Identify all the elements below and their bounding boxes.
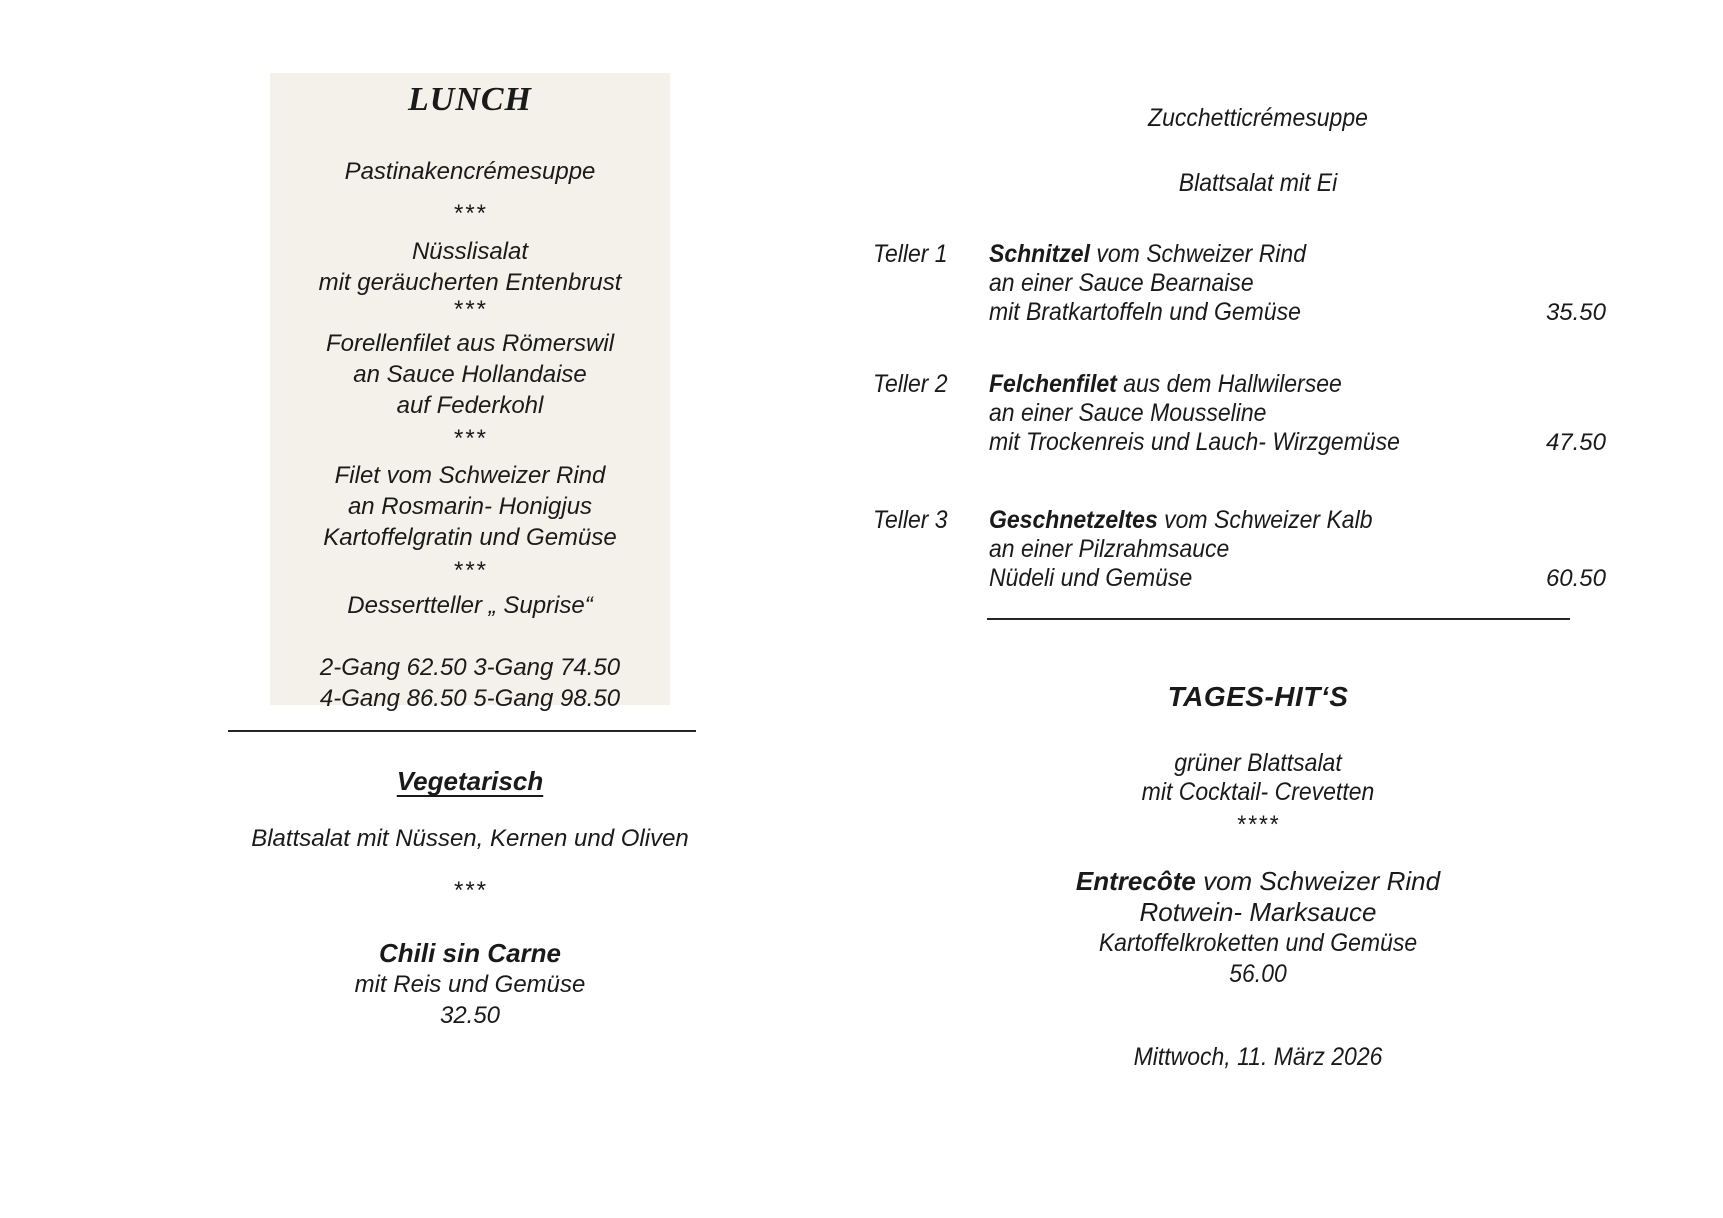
tages-hits-dish (975, 866, 1541, 990)
course-separator: *** (452, 425, 488, 452)
menu-line: an Sauce Hollandaise (353, 361, 587, 388)
teller-label: Teller 1 (873, 240, 948, 268)
course-separator: *** (452, 557, 488, 584)
teller-label: Teller 2 (873, 370, 948, 398)
salad-of-day: Blattsalat mit Ei (1178, 169, 1338, 197)
teller-row-1 (873, 240, 1606, 327)
pricing-line: 4-Gang 86.50 5-Gang 98.50 (319, 685, 621, 712)
teller-line3: mit Bratkartoffeln und Gemüse (989, 298, 1301, 326)
course-separator: **** (1236, 811, 1280, 839)
dish-sides: Kartoffelkroketten und Gemüse (1098, 929, 1418, 957)
dish-sauce: Rotwein- Marksauce (1139, 897, 1377, 927)
teller-dish-name: Felchenfilet (989, 370, 1117, 398)
menu-line: auf Federkohl (396, 392, 544, 419)
teller-line3: mit Trockenreis und Lauch- Wirzgemüse (989, 428, 1400, 456)
teller-dish-desc: aus dem Hallwilersee (1123, 370, 1342, 398)
course-separator: *** (452, 296, 488, 323)
tages-hits-starter (998, 749, 1519, 807)
teller-line2: an einer Sauce Mousseline (989, 399, 1267, 427)
tages-hits-heading: TAGES-HIT‘S (1167, 681, 1349, 712)
course-separator: *** (452, 877, 488, 904)
pricing-line: 2-Gang 62.50 3-Gang 74.50 (319, 654, 621, 681)
menu-line-soup: Pastinakencrémesuppe (344, 158, 596, 185)
dish-price: 56.00 (1229, 960, 1287, 988)
menu-line: an Rosmarin- Honigjus (347, 493, 593, 520)
menu-line: Forellenfilet aus Römerswil (325, 330, 615, 357)
teller-line2: an einer Sauce Bearnaise (989, 269, 1254, 297)
teller-price: 35.50 (1545, 299, 1606, 326)
right-divider (987, 618, 1570, 620)
lunch-card (270, 73, 670, 712)
lunch-title: LUNCH (408, 81, 532, 118)
teller-description (989, 240, 1606, 327)
vegetarian-dish-name: Chili sin Carne (378, 938, 562, 968)
left-divider (228, 730, 696, 732)
teller-line2: an einer Pilzrahmsauce (989, 535, 1230, 563)
teller-row-2 (873, 370, 1606, 457)
starter-line: grüner Blattsalat (1174, 749, 1342, 777)
menu-line: Filet vom Schweizer Rind (334, 462, 606, 489)
vegetarian-dish-side: mit Reis und Gemüse (354, 971, 586, 998)
menu-date: Mittwoch, 11. März 2026 (1133, 1043, 1383, 1071)
teller-label: Teller 3 (873, 506, 948, 534)
course-separator: *** (452, 200, 488, 227)
starter-line: mit Cocktail- Crevetten (1141, 778, 1375, 806)
menu-line: Kartoffelgratin und Gemüse (323, 524, 617, 551)
vegetarian-heading (236, 764, 704, 798)
teller-line3: Nüdeli und Gemüse (989, 564, 1193, 592)
vegetarian-starter: Blattsalat mit Nüssen, Kernen und Oliven (251, 825, 689, 852)
teller-price: 47.50 (1545, 429, 1606, 456)
menu-line: mit geräucherten Entenbrust (318, 269, 622, 296)
menu-line-dessert: Dessertteller „ Suprise“ (347, 592, 593, 619)
teller-dish-desc: vom Schweizer Kalb (1164, 506, 1373, 534)
dish-name: Entrecôte (1075, 866, 1196, 896)
menu-line: Nüsslisalat (411, 238, 529, 265)
teller-dish-name: Geschnetzeltes (989, 506, 1158, 534)
teller-dish-name: Schnitzel (989, 240, 1090, 268)
teller-dish-desc: vom Schweizer Rind (1096, 240, 1306, 268)
vegetarian-dish-price: 32.50 (439, 1002, 501, 1029)
teller-row-3 (873, 506, 1606, 593)
teller-description (989, 506, 1606, 593)
teller-description (989, 370, 1606, 457)
vegetarian-heading-text: Vegetarisch (396, 766, 544, 796)
teller-price: 60.50 (1545, 565, 1606, 592)
vegetarian-section (236, 764, 704, 1031)
soup-of-day: Zucchetticrémesuppe (1148, 104, 1368, 132)
dish-desc: vom Schweizer Rind (1203, 866, 1441, 896)
